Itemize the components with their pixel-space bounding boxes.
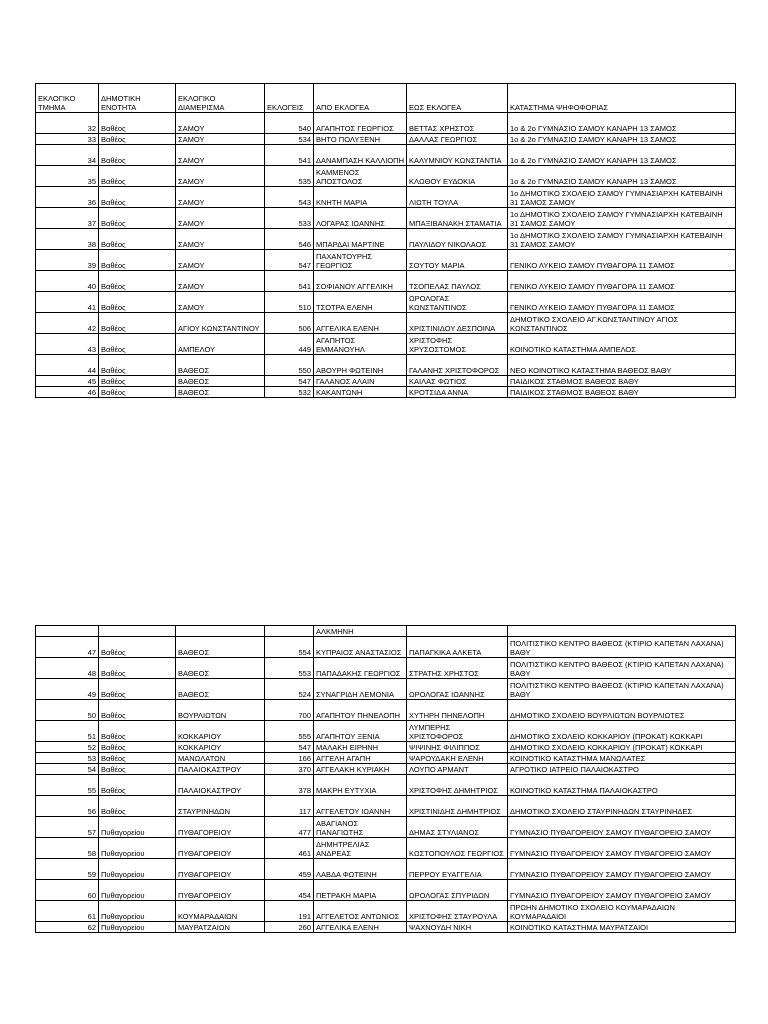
table-cell: ΠΑΠΑΓΚΙΚΑ ΑΛΚΕΤΑ: [407, 637, 508, 658]
table-row: [36, 229, 736, 250]
table-cell: ΔΗΜΟΤΙΚΟ ΣΧΟΛΕΙΟ ΣΤΑΥΡΙΝΗΔΩΝ ΣΤΑΥΡΙΝΗΔΕΣ: [508, 796, 736, 817]
table-row: [36, 764, 736, 775]
table-cell: ΩΡΟΛΟΓΑΣ ΣΠΥΡΙΔΩΝ: [407, 880, 508, 901]
table-cell: 62: [36, 922, 99, 933]
table-cell: ΑΓΑΠΗΤΟΥ ΞΕΝΙΑ: [314, 721, 407, 742]
table-cell: [99, 626, 176, 637]
table-row: [36, 880, 736, 901]
header-cell: ΚΑΤΑΣΤΗΜΑ ΨΗΦΟΦΟΡΙΑΣ: [508, 84, 736, 113]
table-cell: ΠΥΘΑΓΟΡΕΙΟΥ: [176, 817, 265, 838]
table-cell: 54: [36, 764, 99, 775]
table-cell: ΣΤΡΑΤΗΣ ΧΡΗΣΤΟΣ: [407, 658, 508, 679]
table-row: [36, 742, 736, 753]
table-row: [36, 355, 736, 376]
table-cell: 36: [36, 187, 99, 208]
table-cell: Βαθέος: [99, 134, 176, 145]
table-cell: ΣΑΜΟΥ: [176, 187, 265, 208]
table-cell: ΚΛΩΘΟΥ ΕΥΔΟΚΙΑ: [407, 166, 508, 187]
table-cell: ΣΑΜΟΥ: [176, 113, 265, 134]
table-row: [36, 626, 736, 637]
table-cell: ΩΡΟΛΟΓΑΣ ΙΩΑΝΝΗΣ: [407, 679, 508, 700]
table-cell: ΒΑΘΕΟΣ: [176, 637, 265, 658]
table-cell: Βαθέος: [99, 658, 176, 679]
table-cell: ΓΕΝΙΚΟ ΛΥΚΕΙΟ ΣΑΜΟΥ ΠΥΘΑΓΟΡΑ 11 ΣΑΜΟΣ: [508, 250, 736, 271]
table-cell: Πυθαγορείου: [99, 859, 176, 880]
table-cell: ΓΕΝΙΚΟ ΛΥΚΕΙΟ ΣΑΜΟΥ ΠΥΘΑΓΟΡΑ 11 ΣΑΜΟΣ: [508, 271, 736, 292]
table-cell: ΑΓΑΠΗΤΟΣ ΕΜΜΑΝΟΥΗΛ: [314, 334, 407, 355]
table-cell: ΜΠΑΞΙΒΑΝΑΚΗ ΣΤΑΜΑΤΙΑ: [407, 208, 508, 229]
table-cell: Βαθέος: [99, 796, 176, 817]
table-cell: ΚΟΙΝΟΤΙΚΟ ΚΑΤΑΣΤΗΜΑ ΑΜΠΕΛΟΣ: [508, 334, 736, 355]
table-cell: ΑΓΓΕΛΑΚΗ ΚΥΡΙΑΚΗ: [314, 764, 407, 775]
table-cell: Βαθέος: [99, 376, 176, 387]
table-cell: ΣΟΦΙΑΝΟΥ ΑΓΓΕΛΙΚΗ: [314, 271, 407, 292]
table-row: [36, 387, 736, 398]
table-cell: 540: [265, 113, 314, 134]
table-cell: 553: [265, 658, 314, 679]
table-cell: ΨΙΨΙΝΗΣ ΦΙΛΙΠΠΟΣ: [407, 742, 508, 753]
table-cell: ΚΡΟΤΣΙΔΑ ΑΝΝΑ: [407, 387, 508, 398]
table-cell: 45: [36, 376, 99, 387]
table-cell: 1ο ΔΗΜΟΤΙΚΟ ΣΧΟΛΕΙΟ ΣΑΜΟΥ ΓΥΜΝΑΣΙΑΡΧΗ ΚΑΤΕΒΑΙΝΗ 31 ΣΑΜΟΣ ΣΑΜΟΥ: [508, 229, 736, 250]
table-cell: ΑΓΓΕΛΙΚΑ ΕΛΕΝΗ: [314, 313, 407, 334]
header-cell: ΔΗΜΟΤΙΚΗ ΕΝΟΤΗΤΑ: [99, 84, 176, 113]
table-cell: ΧΡΙΣΤΙΝΙΔΗΣ ΔΗΜΗΤΡΙΟΣ: [407, 796, 508, 817]
table-cell: 42: [36, 313, 99, 334]
table-cell: Βαθέος: [99, 292, 176, 313]
table-cell: ΛΟΓΑΡΑΣ ΙΩΑΝΝΗΣ: [314, 208, 407, 229]
table-cell: 370: [265, 764, 314, 775]
table-cell: ΓΑΛΑΝΗΣ ΧΡΙΣΤΟΦΟΡΟΣ: [407, 355, 508, 376]
table-cell: 117: [265, 796, 314, 817]
table-cell: 55: [36, 775, 99, 796]
table-cell: 59: [36, 859, 99, 880]
table-cell: ΑΓΑΠΗΤΟΥ ΠΗΝΕΛΟΠΗ: [314, 700, 407, 721]
table-cell: 1ο & 2ο ΓΥΜΝΑΣΙΟ ΣΑΜΟΥ ΚΑΝΑΡΗ 13 ΣΑΜΟΣ: [508, 134, 736, 145]
table-cell: ΩΡΟΛΟΓΑΣ ΚΩΝΣΤΑΝΤΙΝΟΣ: [407, 292, 508, 313]
table-cell: ΠΕΤΡΑΚΗ ΜΑΡΙΑ: [314, 880, 407, 901]
table-cell: 52: [36, 742, 99, 753]
table-cell: ΜΠΑΡΔΑΙ ΜΑΡΤΙΝΕ: [314, 229, 407, 250]
table-cell: Βαθέος: [99, 250, 176, 271]
table-cell: Βαθέος: [99, 753, 176, 764]
table-cell: ΨΑΧΝΟΥΔΗ ΝΙΚΗ: [407, 922, 508, 933]
table-cell: Βαθέος: [99, 187, 176, 208]
table-cell: 1ο ΔΗΜΟΤΙΚΟ ΣΧΟΛΕΙΟ ΣΑΜΟΥ ΓΥΜΝΑΣΙΑΡΧΗ ΚΑΤΕΒΑΙΝΗ 31 ΣΑΜΟΣ ΣΑΜΟΥ: [508, 187, 736, 208]
table-cell: ΠΑΧΑΝΤΟΥΡΗΣ ΓΕΩΡΓΙΟΣ: [314, 250, 407, 271]
table-cell: ΒΑΘΕΟΣ: [176, 387, 265, 398]
table-cell: 1ο & 2ο ΓΥΜΝΑΣΙΟ ΣΑΜΟΥ ΚΑΝΑΡΗ 13 ΣΑΜΟΣ: [508, 145, 736, 166]
table-cell: ΣΑΜΟΥ: [176, 166, 265, 187]
table-cell: ΛΙΩΤΗ ΤΟΥΛΑ: [407, 187, 508, 208]
table-cell: ΚΑΜΜΕΝΟΣ ΑΠΟΣΤΟΛΟΣ: [314, 166, 407, 187]
table-cell: 37: [36, 208, 99, 229]
table-cell: Βαθέος: [99, 721, 176, 742]
table-cell: 51: [36, 721, 99, 742]
table-cell: Βαθέος: [99, 334, 176, 355]
table-body-1: [36, 113, 736, 398]
table-cell: ΑΛΚΜΗΝΗ: [314, 626, 407, 637]
table-cell: 49: [36, 679, 99, 700]
table-row: [36, 292, 736, 313]
table-cell: ΑΓΓΕΛΙΚΑ ΕΛΕΝΗ: [314, 922, 407, 933]
table-header: [36, 84, 736, 113]
table-row: [36, 208, 736, 229]
table-cell: ΣΑΜΟΥ: [176, 145, 265, 166]
table-cell: [508, 626, 736, 637]
table-cell: ΔΑΛΛΑΣ ΓΕΩΡΓΙΟΣ: [407, 134, 508, 145]
table-cell: ΚΟΙΝΟΤΙΚΟ ΚΑΤΑΣΤΗΜΑ ΜΑΝΩΛΑΤΕΣ: [508, 753, 736, 764]
table-cell: 378: [265, 775, 314, 796]
table-cell: ΑΓΑΠΗΤΟΣ ΓΕΩΡΓΙΟΣ: [314, 113, 407, 134]
table-cell: 1ο & 2ο ΓΥΜΝΑΣΙΟ ΣΑΜΟΥ ΚΑΝΑΡΗ 13 ΣΑΜΟΣ: [508, 113, 736, 134]
table-row: [36, 334, 736, 355]
table-cell: ΧΡΙΣΤΙΝΙΔΟΥ ΔΕΣΠΟΙΝΑ: [407, 313, 508, 334]
table-row: [36, 166, 736, 187]
table-cell: [176, 626, 265, 637]
table-cell: 524: [265, 679, 314, 700]
table-cell: 35: [36, 166, 99, 187]
table-cell: 700: [265, 700, 314, 721]
table-cell: ΧΥΤΗΡΗ ΠΗΝΕΛΟΠΗ: [407, 700, 508, 721]
table-cell: Βαθέος: [99, 166, 176, 187]
table-cell: ΨΑΡΟΥΔΑΚΗ ΕΛΕΝΗ: [407, 753, 508, 764]
table-cell: ΒΑΘΕΟΣ: [176, 658, 265, 679]
table-cell: 56: [36, 796, 99, 817]
table-cell: ΓΕΝΙΚΟ ΛΥΚΕΙΟ ΣΑΜΟΥ ΠΥΘΑΓΟΡΑ 11 ΣΑΜΟΣ: [508, 292, 736, 313]
table-cell: ΣΑΜΟΥ: [176, 271, 265, 292]
table-cell: [265, 626, 314, 637]
table-cell: Βαθέος: [99, 742, 176, 753]
table-cell: Πυθαγορείου: [99, 838, 176, 859]
table-cell: ΠΟΛΙΤΙΣΤΙΚΟ ΚΕΝΤΡΟ ΒΑΘΕΟΣ (ΚΤΙΡΙΟ ΚΑΠΕΤΑΝ ΛΑΧΑΝΑ) ΒΑΘΥ: [508, 637, 736, 658]
table-cell: ΛΥΜΠΕΡΗΣ ΧΡΙΣΤΟΦΟΡΟΣ: [407, 721, 508, 742]
table-cell: 191: [265, 901, 314, 922]
table-cell: ΑΓΡΟΤΙΚΟ ΙΑΤΡΕΙΟ ΠΑΛΑΙΟΚΑΣΤΡΟ: [508, 764, 736, 775]
table-cell: ΠΑΛΑΙΟΚΑΣΤΡΟΥ: [176, 775, 265, 796]
table-cell: 510: [265, 292, 314, 313]
table-cell: Βαθέος: [99, 271, 176, 292]
table-cell: 454: [265, 880, 314, 901]
table-cell: 46: [36, 387, 99, 398]
table-cell: ΑΓΓΕΛΕΤΟΥ ΙΩΑΝΝΗ: [314, 796, 407, 817]
table-cell: 550: [265, 355, 314, 376]
table-cell: 1ο & 2ο ΓΥΜΝΑΣΙΟ ΣΑΜΟΥ ΚΑΝΑΡΗ 13 ΣΑΜΟΣ: [508, 166, 736, 187]
table-cell: ΑΒΑΓΙΑΝΟΣ ΠΑΝΑΓΙΩΤΗΣ: [314, 817, 407, 838]
table-cell: ΚΑΛΥΜΝΙΟΥ ΚΩΝΣΤΑΝΤΙΑ: [407, 145, 508, 166]
table-cell: ΜΑΚΡΗ ΕΥΤΥΧΙΑ: [314, 775, 407, 796]
table-cell: Πυθαγορείου: [99, 817, 176, 838]
table-row: [36, 134, 736, 145]
table-cell: 58: [36, 838, 99, 859]
table-cell: Βαθέος: [99, 387, 176, 398]
table-cell: ΔΗΜΟΤΙΚΟ ΣΧΟΛΕΙΟ ΚΟΚΚΑΡΙΟΥ (ΠΡΟΚΑΤ) ΚΟΚΚΑΡΙ: [508, 742, 736, 753]
table-cell: ΑΓΓΕΛΕΤΟΣ ΑΝΤΩΝΙΟΣ: [314, 901, 407, 922]
table-row: [36, 901, 736, 922]
table-cell: ΣΟΥΤΟΥ ΜΑΡΙΑ: [407, 250, 508, 271]
table-cell: ΚΟΚΚΑΡΙΟΥ: [176, 721, 265, 742]
table-cell: ΚΑΙΛΑΣ ΦΩΤΙΟΣ: [407, 376, 508, 387]
table-cell: 61: [36, 901, 99, 922]
table-cell: ΔΑΝΑΜΠΑΣΗ ΚΑΛΛΙΟΠΗ: [314, 145, 407, 166]
table-cell: Βαθέος: [99, 208, 176, 229]
table-cell: ΒΑΘΕΟΣ: [176, 376, 265, 387]
polling-stations-table-1: [35, 83, 736, 398]
table-row: [36, 145, 736, 166]
table-row: [36, 796, 736, 817]
table-cell: 39: [36, 250, 99, 271]
table-cell: ΒΑΘΕΟΣ: [176, 679, 265, 700]
table-cell: ΠΟΛΙΤΙΣΤΙΚΟ ΚΕΝΤΡΟ ΒΑΘΕΟΣ (ΚΤΙΡΙΟ ΚΑΠΕΤΑΝ ΛΑΧΑΝΑ) ΒΑΘΥ: [508, 679, 736, 700]
table-cell: ΜΑΛΑΚΗ ΕΙΡΗΝΗ: [314, 742, 407, 753]
table-cell: ΚΩΣΤΟΠΟΥΛΟΣ ΓΕΩΡΓΙΟΣ: [407, 838, 508, 859]
table-cell: ΣΑΜΟΥ: [176, 208, 265, 229]
table-cell: ΣΑΜΟΥ: [176, 292, 265, 313]
table-cell: ΒΟΥΡΛΙΩΤΩΝ: [176, 700, 265, 721]
table-cell: ΧΡΙΣΤΟΦΗΣ ΔΗΜΗΤΡΙΟΣ: [407, 775, 508, 796]
table-cell: ΣΑΜΟΥ: [176, 229, 265, 250]
header-cell: ΕΩΣ ΕΚΛΟΓΕΑ: [407, 84, 508, 113]
table-cell: ΜΑΥΡΑΤΖΑΙΩΝ: [176, 922, 265, 933]
table-row: [36, 637, 736, 658]
table-cell: 44: [36, 355, 99, 376]
table-cell: ΔΗΜΟΤΙΚΟ ΣΧΟΛΕΙΟ ΑΓ.ΚΩΝΣΤΑΝΤΙΝΟΥ ΑΓΙΟΣ ΚΩΝΣΤΑΝΤΙΝΟΣ: [508, 313, 736, 334]
table-cell: ΚΑΚΑΝΤΩΝΗ: [314, 387, 407, 398]
table-cell: ΠΕΡΡΟΥ ΕΥΑΓΓΕΛΙΑ: [407, 859, 508, 880]
table-cell: ΠΥΘΑΓΟΡΕΙΟΥ: [176, 838, 265, 859]
table-cell: Βαθέος: [99, 775, 176, 796]
table-cell: 506: [265, 313, 314, 334]
table-cell: ΔΗΜΑΣ ΣΤΥΛΙΑΝΟΣ: [407, 817, 508, 838]
table-cell: Βαθέος: [99, 679, 176, 700]
table-cell: 547: [265, 742, 314, 753]
table-cell: 534: [265, 134, 314, 145]
table-cell: 461: [265, 838, 314, 859]
table-cell: 48: [36, 658, 99, 679]
table-cell: ΠΥΘΑΓΟΡΕΙΟΥ: [176, 859, 265, 880]
table-cell: ΔΗΜΟΤΙΚΟ ΣΧΟΛΕΙΟ ΒΟΥΡΛΙΩΤΩΝ ΒΟΥΡΛΙΩΤΕΣ: [508, 700, 736, 721]
table-cell: Πυθαγορείου: [99, 880, 176, 901]
table-cell: 1ο ΔΗΜΟΤΙΚΟ ΣΧΟΛΕΙΟ ΣΑΜΟΥ ΓΥΜΝΑΣΙΑΡΧΗ ΚΑΤΕΒΑΙΝΗ 31 ΣΑΜΟΣ ΣΑΜΟΥ: [508, 208, 736, 229]
table-cell: ΜΑΝΩΛΑΤΩΝ: [176, 753, 265, 764]
table-cell: Βαθέος: [99, 145, 176, 166]
table-row: [36, 775, 736, 796]
table-cell: ΧΡΙΣΤΟΦΗΣ ΣΤΑΥΡΟΥΛΑ: [407, 901, 508, 922]
header-cell: ΑΠΟ ΕΚΛΟΓΕΑ: [314, 84, 407, 113]
table-cell: 47: [36, 637, 99, 658]
table-cell: ΠΥΘΑΓΟΡΕΙΟΥ: [176, 880, 265, 901]
table-cell: ΚΟΚΚΑΡΙΟΥ: [176, 742, 265, 753]
header-cell: ΕΚΛΟΓΕΙΣ: [265, 84, 314, 113]
table-cell: ΑΒΟΥΡΗ ΦΩΤΕΙΝΗ: [314, 355, 407, 376]
header-cell: ΕΚΛΟΓΙΚΟ ΤΜΗΜΑ: [36, 84, 99, 113]
table-cell: 166: [265, 753, 314, 764]
table-cell: 547: [265, 376, 314, 387]
table-cell: ΒΕΤΤΑΣ ΧΡΗΣΤΟΣ: [407, 113, 508, 134]
table-cell: ΚΟΥΜΑΡΑΔΑΙΩΝ: [176, 901, 265, 922]
table-cell: 43: [36, 334, 99, 355]
table-cell: Βαθέος: [99, 700, 176, 721]
table-row: [36, 679, 736, 700]
table-cell: ΤΣΟΠΕΛΑΣ ΠΑΥΛΟΣ: [407, 271, 508, 292]
table-row: [36, 187, 736, 208]
table-cell: 555: [265, 721, 314, 742]
table-cell: ΠΑΙΔΙΚΟΣ ΣΤΑΘΜΟΣ ΒΑΘΕΟΣ ΒΑΘΥ: [508, 376, 736, 387]
table-cell: 34: [36, 145, 99, 166]
table-cell: ΠΑΛΑΙΟΚΑΣΤΡΟΥ: [176, 764, 265, 775]
table-cell: 532: [265, 387, 314, 398]
polling-stations-table-2: [35, 625, 736, 933]
table-row: [36, 271, 736, 292]
table-cell: 40: [36, 271, 99, 292]
table-cell: ΚΝΗΤΗ ΜΑΡΙΑ: [314, 187, 407, 208]
table-cell: ΓΥΜΝΑΣΙΟ ΠΥΘΑΓΟΡΕΙΟΥ ΣΑΜΟΥ ΠΥΘΑΓΟΡΕΙΟ ΣΑΜΟΥ: [508, 817, 736, 838]
table-row: [36, 721, 736, 742]
table-cell: ΝΕΟ ΚΟΙΝΟΤΙΚΟ ΚΑΤΑΣΤΗΜΑ ΒΑΘΕΟΣ ΒΑΘΥ: [508, 355, 736, 376]
table-cell: 541: [265, 145, 314, 166]
table-row: [36, 922, 736, 933]
table-cell: Βαθέος: [99, 637, 176, 658]
table-cell: 50: [36, 700, 99, 721]
table-cell: 260: [265, 922, 314, 933]
table-cell: ΛΑΒΔΑ ΦΩΤΕΙΝΗ: [314, 859, 407, 880]
table-cell: ΑΜΠΕΛΟΥ: [176, 334, 265, 355]
table-cell: 60: [36, 880, 99, 901]
table-cell: ΓΥΜΝΑΣΙΟ ΠΥΘΑΓΟΡΕΙΟΥ ΣΑΜΟΥ ΠΥΘΑΓΟΡΕΙΟ ΣΑΜΟΥ: [508, 880, 736, 901]
table-cell: 32: [36, 113, 99, 134]
table-cell: Πυθαγορείου: [99, 922, 176, 933]
table-cell: ΣΑΜΟΥ: [176, 250, 265, 271]
table-cell: ΧΡΙΣΤΟΦΗΣ ΧΡΥΣΟΣΤΟΜΟΣ: [407, 334, 508, 355]
table-cell: 477: [265, 817, 314, 838]
table-cell: ΓΑΛΑΝΟΣ ΑΛΑΙΝ: [314, 376, 407, 387]
table-row: [36, 376, 736, 387]
table-cell: Βαθέος: [99, 355, 176, 376]
table-body-2: [36, 626, 736, 933]
table-cell: 543: [265, 187, 314, 208]
table-row: [36, 658, 736, 679]
table-cell: ΠΑΠΑΔΑΚΗΣ ΓΕΩΡΓΙΟΣ: [314, 658, 407, 679]
table-cell: ΤΣΟΤΡΑ ΕΛΕΝΗ: [314, 292, 407, 313]
table-cell: 535: [265, 166, 314, 187]
table-cell: [36, 626, 99, 637]
table-cell: 57: [36, 817, 99, 838]
table-cell: 547: [265, 250, 314, 271]
table-cell: 554: [265, 637, 314, 658]
header-cell: ΕΚΛΟΓΙΚΟ ΔΙΑΜΕΡΙΣΜΑ: [176, 84, 265, 113]
table-cell: ΚΟΙΝΟΤΙΚΟ ΚΑΤΑΣΤΗΜΑ ΜΑΥΡΑΤΖΑΙΟΙ: [508, 922, 736, 933]
table-cell: Βαθέος: [99, 113, 176, 134]
table-row: [36, 700, 736, 721]
table-row: [36, 313, 736, 334]
table-row: [36, 250, 736, 271]
table-cell: 33: [36, 134, 99, 145]
table-cell: ΑΓΙΟΥ ΚΩΝΣΤΑΝΤΙΝΟΥ: [176, 313, 265, 334]
table-cell: ΔΗΜΟΤΙΚΟ ΣΧΟΛΕΙΟ ΚΟΚΚΑΡΙΟΥ (ΠΡΟΚΑΤ) ΚΟΚΚΑΡΙ: [508, 721, 736, 742]
table-cell: 546: [265, 229, 314, 250]
table-cell: [407, 626, 508, 637]
table-cell: ΒΑΘΕΟΣ: [176, 355, 265, 376]
table-cell: Βαθέος: [99, 764, 176, 775]
table-cell: 541: [265, 271, 314, 292]
table-cell: ΣΤΑΥΡΙΝΗΔΩΝ: [176, 796, 265, 817]
table-cell: Βαθέος: [99, 313, 176, 334]
table-cell: ΛΟΥΠΟ ΑΡΜΑΝΤ: [407, 764, 508, 775]
table-cell: Πυθαγορείου: [99, 901, 176, 922]
table-cell: ΣΑΜΟΥ: [176, 134, 265, 145]
table-cell: ΠΟΛΙΤΙΣΤΙΚΟ ΚΕΝΤΡΟ ΒΑΘΕΟΣ (ΚΤΙΡΙΟ ΚΑΠΕΤΑΝ ΛΑΧΑΝΑ) ΒΑΘΥ: [508, 658, 736, 679]
table-row: [36, 753, 736, 764]
table-cell: ΠΑΙΔΙΚΟΣ ΣΤΑΘΜΟΣ ΒΑΘΕΟΣ ΒΑΘΥ: [508, 387, 736, 398]
table-cell: 449: [265, 334, 314, 355]
table-cell: ΔΗΜΗΤΡΕΛΙΑΣ ΑΝΔΡΕΑΣ: [314, 838, 407, 859]
table-cell: 459: [265, 859, 314, 880]
table-cell: ΒΗΤΟ ΠΟΛΥΞΕΝΗ: [314, 134, 407, 145]
table-cell: ΑΓΓΕΛΗ ΑΓΑΠΗ: [314, 753, 407, 764]
table-cell: ΓΥΜΝΑΣΙΟ ΠΥΘΑΓΟΡΕΙΟΥ ΣΑΜΟΥ ΠΥΘΑΓΟΡΕΙΟ ΣΑΜΟΥ: [508, 859, 736, 880]
table-cell: ΚΥΠΡΑΙΟΣ ΑΝΑΣΤΑΣΙΟΣ: [314, 637, 407, 658]
table-row: [36, 859, 736, 880]
table-cell: 533: [265, 208, 314, 229]
table-cell: ΚΟΙΝΟΤΙΚΟ ΚΑΤΑΣΤΗΜΑ ΠΑΛΑΙΟΚΑΣΤΡΟ: [508, 775, 736, 796]
table-row: [36, 838, 736, 859]
table-cell: 53: [36, 753, 99, 764]
table-row: [36, 817, 736, 838]
table-cell: 41: [36, 292, 99, 313]
table-cell: Βαθέος: [99, 229, 176, 250]
table-cell: ΠΡΩΗΝ ΔΗΜΟΤΙΚΟ ΣΧΟΛΕΙΟ ΚΟΥΜΑΡΑΔΑΙΩΝ ΚΟΥΜΑΡΑΔΑΙΟΙ: [508, 901, 736, 922]
table-cell: ΠΑΥΛΙΔΟΥ ΝΙΚΟΛΑΟΣ: [407, 229, 508, 250]
table-cell: ΣΥΝΑΓΡΙΔΗ ΛΕΜΟΝΙΑ: [314, 679, 407, 700]
table-row: [36, 113, 736, 134]
table-cell: 38: [36, 229, 99, 250]
table-cell: ΓΥΜΝΑΣΙΟ ΠΥΘΑΓΟΡΕΙΟΥ ΣΑΜΟΥ ΠΥΘΑΓΟΡΕΙΟ ΣΑΜΟΥ: [508, 838, 736, 859]
